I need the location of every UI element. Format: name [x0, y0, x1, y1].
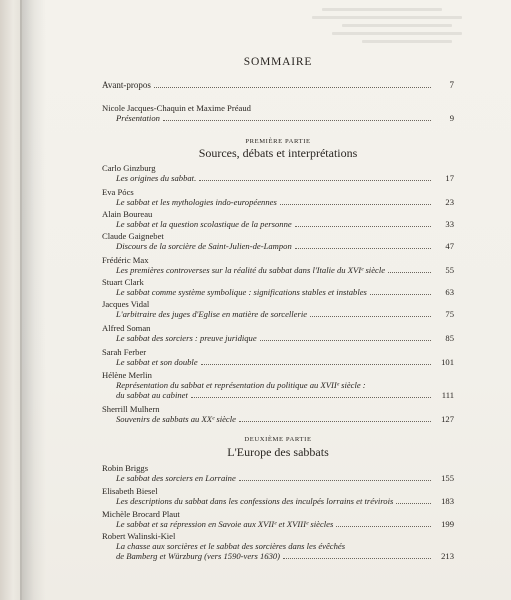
page-number: 183 — [441, 496, 454, 506]
toc-entry — [102, 531, 454, 561]
page-number: 9 — [449, 113, 454, 123]
entry-author: Robin Briggs — [102, 463, 149, 473]
entry-author: Claude Gaignebet — [102, 231, 164, 241]
page-number: 155 — [441, 473, 454, 483]
entry-title: Les descriptions du sabbat dans les confessions des inculpés lorrains et trévirois — [116, 496, 394, 506]
dot-leader — [310, 316, 431, 317]
entry-title: Discours de la sorcière de Saint-Julien-de-Lampon — [116, 241, 292, 251]
entry-author: Robert Walinski-Kiel — [102, 531, 176, 541]
page-number: 75 — [445, 309, 454, 319]
toc-entry — [102, 231, 454, 251]
entry-title: L'arbitraire des juges d'Eglise en matière de sorcellerie — [116, 309, 308, 319]
book-page — [22, 0, 511, 600]
dot-leader — [199, 180, 431, 181]
entry-author: Eva Pócs — [102, 187, 134, 197]
page-number: 7 — [449, 80, 454, 90]
toc-entry — [102, 370, 454, 400]
entry-author: Frédéric Max — [102, 255, 149, 265]
page-number: 213 — [441, 551, 454, 561]
entry-title: Les origines du sabbat. — [116, 173, 197, 183]
toc-entry — [102, 404, 454, 424]
page-number: 85 — [445, 333, 454, 343]
facing-page-edge — [0, 0, 22, 600]
page-number: 127 — [441, 414, 454, 424]
dot-leader — [163, 120, 431, 121]
dot-leader — [260, 340, 431, 341]
toc-entry — [102, 486, 454, 506]
page-number: 47 — [445, 241, 454, 251]
dot-leader — [191, 397, 431, 398]
entry-author: Alain Boureau — [102, 209, 153, 219]
toc-entry — [102, 299, 454, 319]
page-number: 23 — [445, 197, 454, 207]
page-number: 17 — [445, 173, 454, 183]
toc-entry-presentation — [102, 103, 454, 123]
entry-title: Le sabbat des sorciers en Lorraine — [116, 473, 236, 483]
dot-leader — [388, 272, 431, 273]
entry-author: Nicole Jacques-Chaquin et Maxime Préaud — [102, 103, 251, 113]
page-number: 33 — [445, 219, 454, 229]
dot-leader — [396, 503, 431, 504]
entry-author: Carlo Ginzburg — [102, 163, 156, 173]
entry-title: Le sabbat et la question scolastique de la personne — [116, 219, 292, 229]
entry-title-line1: La chasse aux sorcières et le sabbat des sorcières dans les évêchés — [116, 541, 346, 551]
toc-entry — [102, 187, 454, 207]
entry-title: Le sabbat et les mythologies indo-européennes — [116, 197, 277, 207]
dot-leader — [295, 226, 431, 227]
page-number: 55 — [445, 265, 454, 275]
toc-entry-avant-propos — [102, 80, 454, 90]
part-one-title: Sources, débats et interprétations — [198, 146, 358, 160]
entry-title-line1: Représentation du sabbat et représentation du politique au XVIIᵉ siècle : — [116, 380, 366, 390]
dot-leader — [201, 364, 431, 365]
toc-entry — [102, 347, 454, 367]
dot-leader — [370, 294, 431, 295]
entry-title: Le sabbat comme système symbolique : significations stables et instables — [116, 287, 367, 297]
dot-leader — [283, 558, 431, 559]
toc-heading: SOMMAIRE — [243, 56, 313, 68]
page-number: 101 — [441, 357, 454, 367]
entry-title: Le sabbat et sa répression en Savoie aux XVIIᵉ et XVIIIᵉ siècles — [116, 519, 334, 529]
page-number: 111 — [441, 390, 454, 400]
part-two-title: L'Europe des sabbats — [227, 445, 329, 459]
dot-leader — [280, 204, 431, 205]
entry-author: Sherrill Mulhern — [102, 404, 160, 414]
dot-leader — [239, 421, 431, 422]
toc-entry — [102, 463, 454, 483]
dot-leader — [154, 87, 431, 88]
entry-author: Michèle Brocard Plaut — [102, 509, 180, 519]
entry-title: de Bamberg et Würzburg (vers 1590-vers 1630) — [116, 551, 281, 561]
entry-title: Présentation — [116, 113, 160, 123]
entry-title: Souvenirs de sabbats au XXᵉ siècle — [116, 414, 236, 424]
page-number: 199 — [441, 519, 454, 529]
entry-title: Le sabbat et son double — [116, 357, 198, 367]
entry-author: Elisabeth Biesel — [102, 486, 158, 496]
entry-title: Les premières controverses sur la réalité du sabbat dans l'Italie du XVIᵉ siècle — [116, 265, 386, 275]
dot-leader — [239, 480, 431, 481]
page-number: 63 — [445, 287, 454, 297]
part-two-label: DEUXIÈME PARTIE — [244, 436, 312, 443]
entry-author: Sarah Ferber — [102, 347, 147, 357]
toc-entry — [102, 323, 454, 343]
entry-author: Jacques Vidal — [102, 299, 150, 309]
part-one-label: PREMIÈRE PARTIE — [245, 138, 311, 145]
toc-entry — [102, 209, 454, 229]
entry-author: Alfred Soman — [102, 323, 151, 333]
entry-title: du sabbat au cabinet — [116, 390, 188, 400]
entry-author: Stuart Clark — [102, 277, 144, 287]
show-through-text — [22, 0, 511, 45]
dot-leader — [336, 526, 431, 527]
entry-author: Hélène Merlin — [102, 370, 152, 380]
toc-entry — [102, 163, 454, 183]
toc-entry — [102, 509, 454, 529]
entry-title: Le sabbat des sorciers : preuve juridique — [116, 333, 257, 343]
toc-entry — [102, 255, 454, 275]
entry-title: Avant-propos — [102, 80, 151, 90]
dot-leader — [295, 248, 431, 249]
toc-entry — [102, 277, 454, 297]
